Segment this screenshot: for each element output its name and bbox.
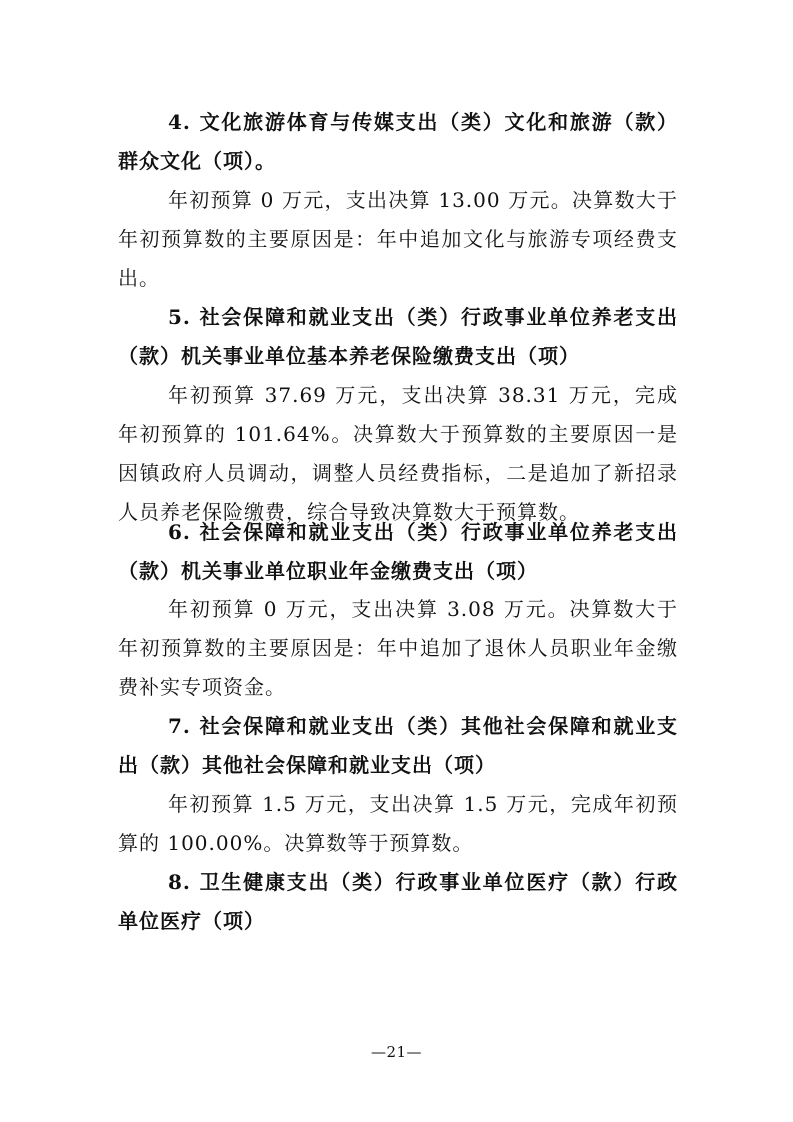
section-8-heading: 8. 卫生健康支出（类）行政事业单位医疗（款）行政单位医疗（项） — [118, 870, 678, 933]
section-4-body: 年初预算 0 万元，支出决算 13.00 万元。决算数大于年初预算数的主要原因是：年中追加文化与旅游专项经费支出。 — [118, 188, 678, 290]
section-7-heading: 7. 社会保障和就业支出（类）其他社会保障和就业支出（款）其他社会保障和就业支出（项） — [118, 714, 678, 777]
section-6-heading: 6. 社会保障和就业支出（类）行政事业单位养老支出（款）机关事业单位职业年金缴费支出（项） — [118, 520, 678, 583]
page-number: —21— — [370, 1043, 423, 1061]
section-4-heading: 4. 文化旅游体育与传媒支出（类）文化和旅游（款） 群众文化（项）。 — [118, 110, 678, 173]
section-5-heading: 5. 社会保障和就业支出（类）行政事业单位养老支出（款）机关事业单位基本养老保险缴费支出（项） — [118, 305, 678, 368]
section-5-body: 年初预算 37.69 万元，支出决算 38.31 万元，完成年初预算的 101.64%。决算数大于预算数的主要原因一是因镇政府人员调动，调整人员经费指标，二是追加了新招录人员养老保险缴费，综合导致决算数大于预算数。 — [118, 383, 678, 524]
section-7-body: 年初预算 1.5 万元，支出决算 1.5 万元，完成年初预算的 100.00%。决算数等于预算数。 — [118, 792, 678, 855]
section-6-body: 年初预算 0 万元，支出决算 3.08 万元。决算数大于年初预算数的主要原因是：年中追加了退休人员职业年金缴费补实专项资金。 — [118, 597, 678, 699]
